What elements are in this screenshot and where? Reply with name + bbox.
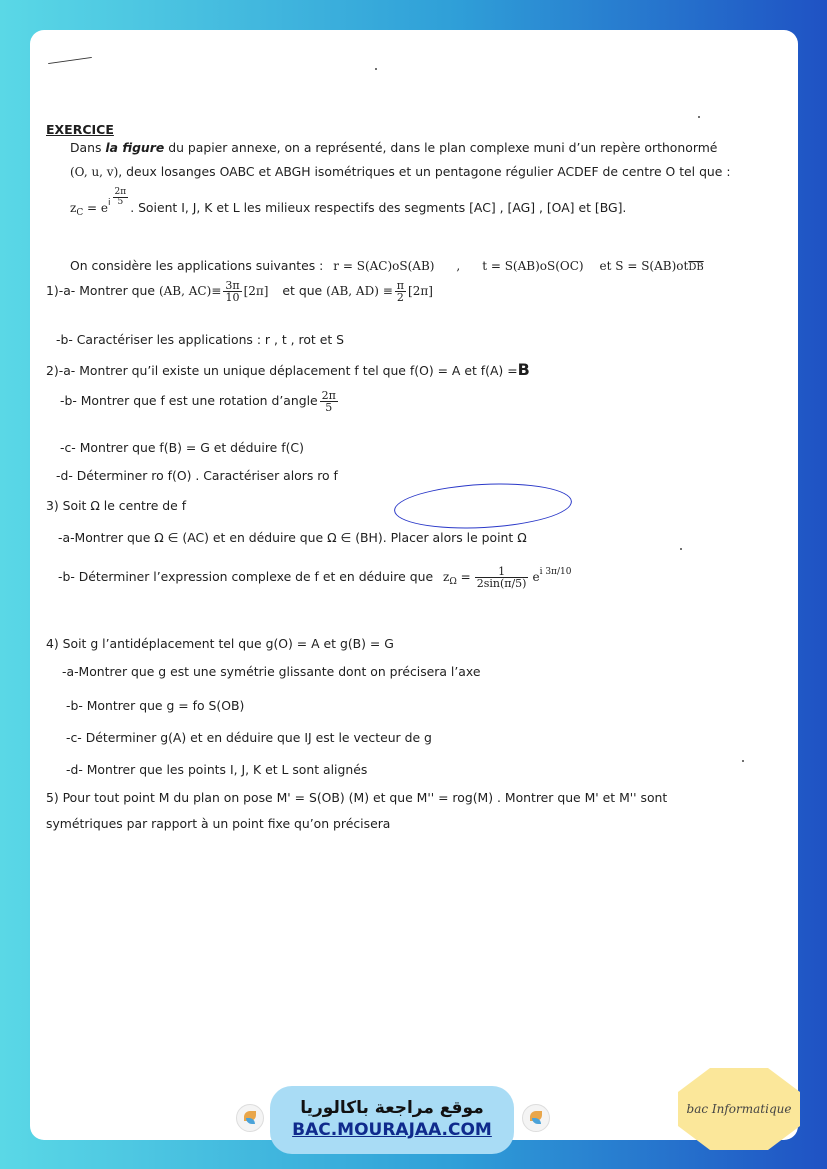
question-2b: -b- Montrer que f est une rotation d’angle $\frac{2\pi}{5}$ bbox=[60, 389, 336, 414]
site-url-link[interactable]: BAC.MOURAJAA.COM bbox=[292, 1120, 492, 1140]
question-3b: -b- Déterminer l’expression complexe de f et en déduire que $z_\Omega$ = $\frac{1}{2\sin(\pi/5)}$ $e^{i 3\pi/10}$ bbox=[58, 565, 572, 590]
question-1b: -b- Caractériser les applications : r , t , rot et S bbox=[56, 332, 345, 347]
scan-mark bbox=[48, 57, 92, 64]
question-5-line-1: 5) Pour tout point M du plan on pose M' = S(OB) (M) et que M'' = rog(M) . Montrer que M' et M'' sont bbox=[46, 790, 668, 805]
question-1a: 1)-a- Montrer que (AB, AC)≡ $\frac{3\pi}{10}$ [2π] et que (AB, AD) ≡ $\frac{\pi}{2}$ [2π] bbox=[46, 279, 433, 304]
intro-line-2: (O, u, v), deux losanges OABC et ABGH isométriques et un pentagone régulier ACDEF de centre O tel que : bbox=[70, 164, 731, 179]
r-definition: r = S(AC)oS(AB) bbox=[333, 259, 435, 273]
handwritten-circle bbox=[393, 479, 573, 532]
scan-speck bbox=[680, 548, 682, 550]
question-4a: -a-Montrer que g est une symétrie glissante dont on précisera l’axe bbox=[62, 664, 481, 679]
site-logo-icon bbox=[522, 1104, 550, 1132]
exercise-title: EXERCICE bbox=[46, 122, 114, 137]
document-page bbox=[30, 30, 798, 1140]
s-definition: et $S = S(AB)ot\overline{DB}$ bbox=[599, 259, 704, 273]
site-name-arabic: موقع مراجعة باكالوريا bbox=[300, 1098, 484, 1118]
zc-exponent: $\frac{2\pi}{5}$ bbox=[114, 187, 127, 207]
intro-line-4: On considère les applications suivantes : r = S(AC)oS(AB) , t = S(AB)oS(OC) et $S = S(AB)ot\overline{DB}$ bbox=[70, 258, 704, 273]
question-2c: -c- Montrer que f(B) = G et déduire f(C) bbox=[60, 440, 304, 455]
question-3: 3) Soit Ω le centre de f bbox=[46, 498, 187, 513]
scan-speck bbox=[742, 760, 744, 762]
question-3a: -a-Montrer que Ω ∈ (AC) et en déduire que Ω ∈ (BH). Placer alors le point Ω bbox=[58, 530, 527, 545]
site-logo-icon bbox=[236, 1104, 264, 1132]
question-4: 4) Soit g l’antidéplacement tel que g(O) = A et g(B) = G bbox=[46, 636, 394, 651]
question-5-line-2: symétriques par rapport à un point fixe qu’on précisera bbox=[46, 816, 391, 831]
bac-informatique-badge: bac Informatique bbox=[676, 1066, 802, 1152]
question-4b: -b- Montrer que g = fo S(OB) bbox=[66, 698, 245, 713]
site-banner[interactable] bbox=[270, 1086, 514, 1154]
question-4d: -d- Montrer que les points I, J, K et L sont alignés bbox=[66, 762, 368, 777]
zc-formula: $z_C = e$ bbox=[70, 201, 109, 218]
frame-notation: (O, u, v) bbox=[70, 165, 119, 179]
scan-speck bbox=[698, 116, 700, 118]
intro-line-1: Dans la figure du papier annexe, on a représenté, dans le plan complexe muni d’un repère orthonormé bbox=[70, 140, 718, 155]
scan-speck bbox=[375, 68, 377, 70]
intro-line-3: $z_C = e^i$ $\frac{2\pi}{5}$ . Soient I, J, K et L les milieux respectifs des segments [AC] , [AG] , [OA] et [BG]. bbox=[70, 187, 627, 218]
t-definition: t = S(AB)oS(OC) bbox=[482, 259, 584, 273]
question-2d: -d- Déterminer ro f(O) . Caractériser alors ro f bbox=[56, 468, 338, 483]
question-2a: 2)-a- Montrer qu’il existe un unique déplacement f tel que f(O) = A et f(A) =B bbox=[46, 360, 530, 379]
question-4c: -c- Déterminer g(A) et en déduire que IJ est le vecteur de g bbox=[66, 730, 432, 745]
